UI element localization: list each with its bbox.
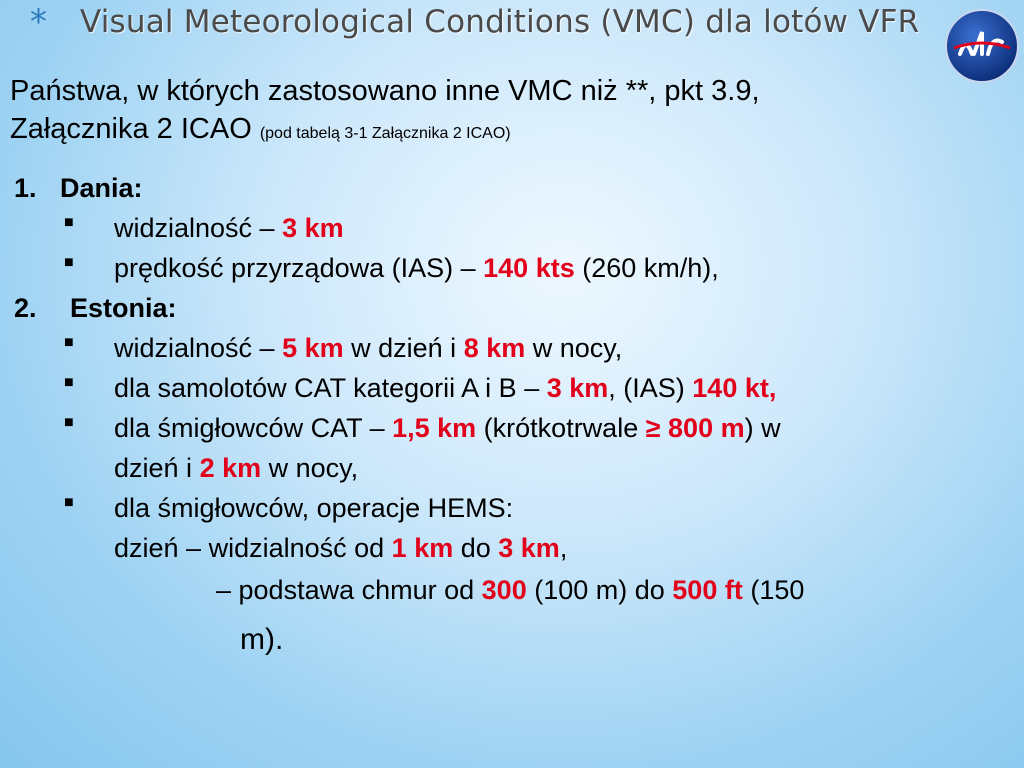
item-text: (100 m) do [526, 575, 673, 605]
list-item-continuation [114, 448, 358, 488]
item-text: dzień i [114, 453, 200, 483]
list-item [114, 328, 622, 368]
item-value: 140 kts [483, 253, 575, 283]
slide-title: Visual Meteorological Conditions (VMC) dla lotów VFR [80, 4, 920, 40]
bullet-icon: ■ [64, 254, 74, 271]
intro-note: (pod tabelą 3-1 Załącznika 2 ICAO) [259, 125, 511, 142]
list-item-continuation [216, 570, 804, 610]
item-value: ≥ 800 m [645, 413, 745, 443]
list-item [114, 408, 781, 448]
list-item: dla śmigłowców, operacje HEMS: [114, 493, 514, 523]
list-item [114, 248, 719, 288]
list-item [114, 208, 344, 248]
intro-annex-text: Załącznika 2 ICAO [10, 113, 252, 145]
item-text: widzialność – [114, 333, 283, 363]
item-text: widzialność – [114, 213, 283, 243]
item-text: w dzień i [343, 333, 464, 363]
item-value: 3 km [282, 213, 344, 243]
bullet-icon: ■ [64, 414, 74, 431]
bullet-icon: ■ [64, 214, 74, 231]
intro-line-2 [10, 110, 990, 153]
item-value: 3 km [546, 373, 609, 403]
bullet-icon: ■ [64, 374, 74, 391]
item-value: 1,5 km [392, 413, 477, 443]
item-text: (krótkotrwale [476, 413, 646, 443]
item-number: 2. [14, 293, 37, 323]
bullet-icon: ■ [64, 494, 74, 511]
item-text: – podstawa chmur od [216, 575, 482, 605]
item-text: dla samolotów CAT kategorii A i B – [114, 373, 547, 403]
item-value: 3 km [498, 533, 560, 563]
item-value: 5 km [282, 333, 344, 363]
item-text: ) w [744, 413, 781, 443]
list-item [114, 368, 776, 408]
item-value: 300 [481, 575, 527, 605]
item-text: (150 [742, 575, 805, 605]
item-value: 8 km [463, 333, 526, 363]
item-value: 140 kt, [692, 373, 777, 403]
bullet-icon: ■ [64, 334, 74, 351]
list-item-continuation: m). [240, 623, 284, 656]
intro-text [10, 72, 990, 153]
item-text: (260 km/h), [574, 253, 719, 283]
item-text: w nocy, [525, 333, 623, 363]
slide-header [0, 0, 1024, 52]
item-text: dla śmigłowców CAT – [114, 413, 393, 443]
title-star-icon: * [30, 2, 47, 42]
item-value: 500 ft [672, 575, 743, 605]
item-text: , (IAS) [608, 373, 693, 403]
intro-line-1: Państwa, w których zastosowano inne VMC niż **, pkt 3.9, [10, 75, 760, 107]
country-name-dania: Dania: [60, 173, 143, 203]
item-value: 2 km [199, 453, 262, 483]
item-text: prędkość przyrządowa (IAS) – [114, 253, 484, 283]
item-number: 1. [14, 173, 37, 203]
item-text: , [559, 533, 568, 563]
item-text: dzień – widzialność od [114, 533, 392, 563]
item-text: do [453, 533, 499, 563]
country-name-estonia: Estonia: [70, 293, 177, 323]
item-text: w nocy, [261, 453, 359, 483]
item-value: 1 km [391, 533, 454, 563]
list-item-continuation [114, 528, 567, 568]
